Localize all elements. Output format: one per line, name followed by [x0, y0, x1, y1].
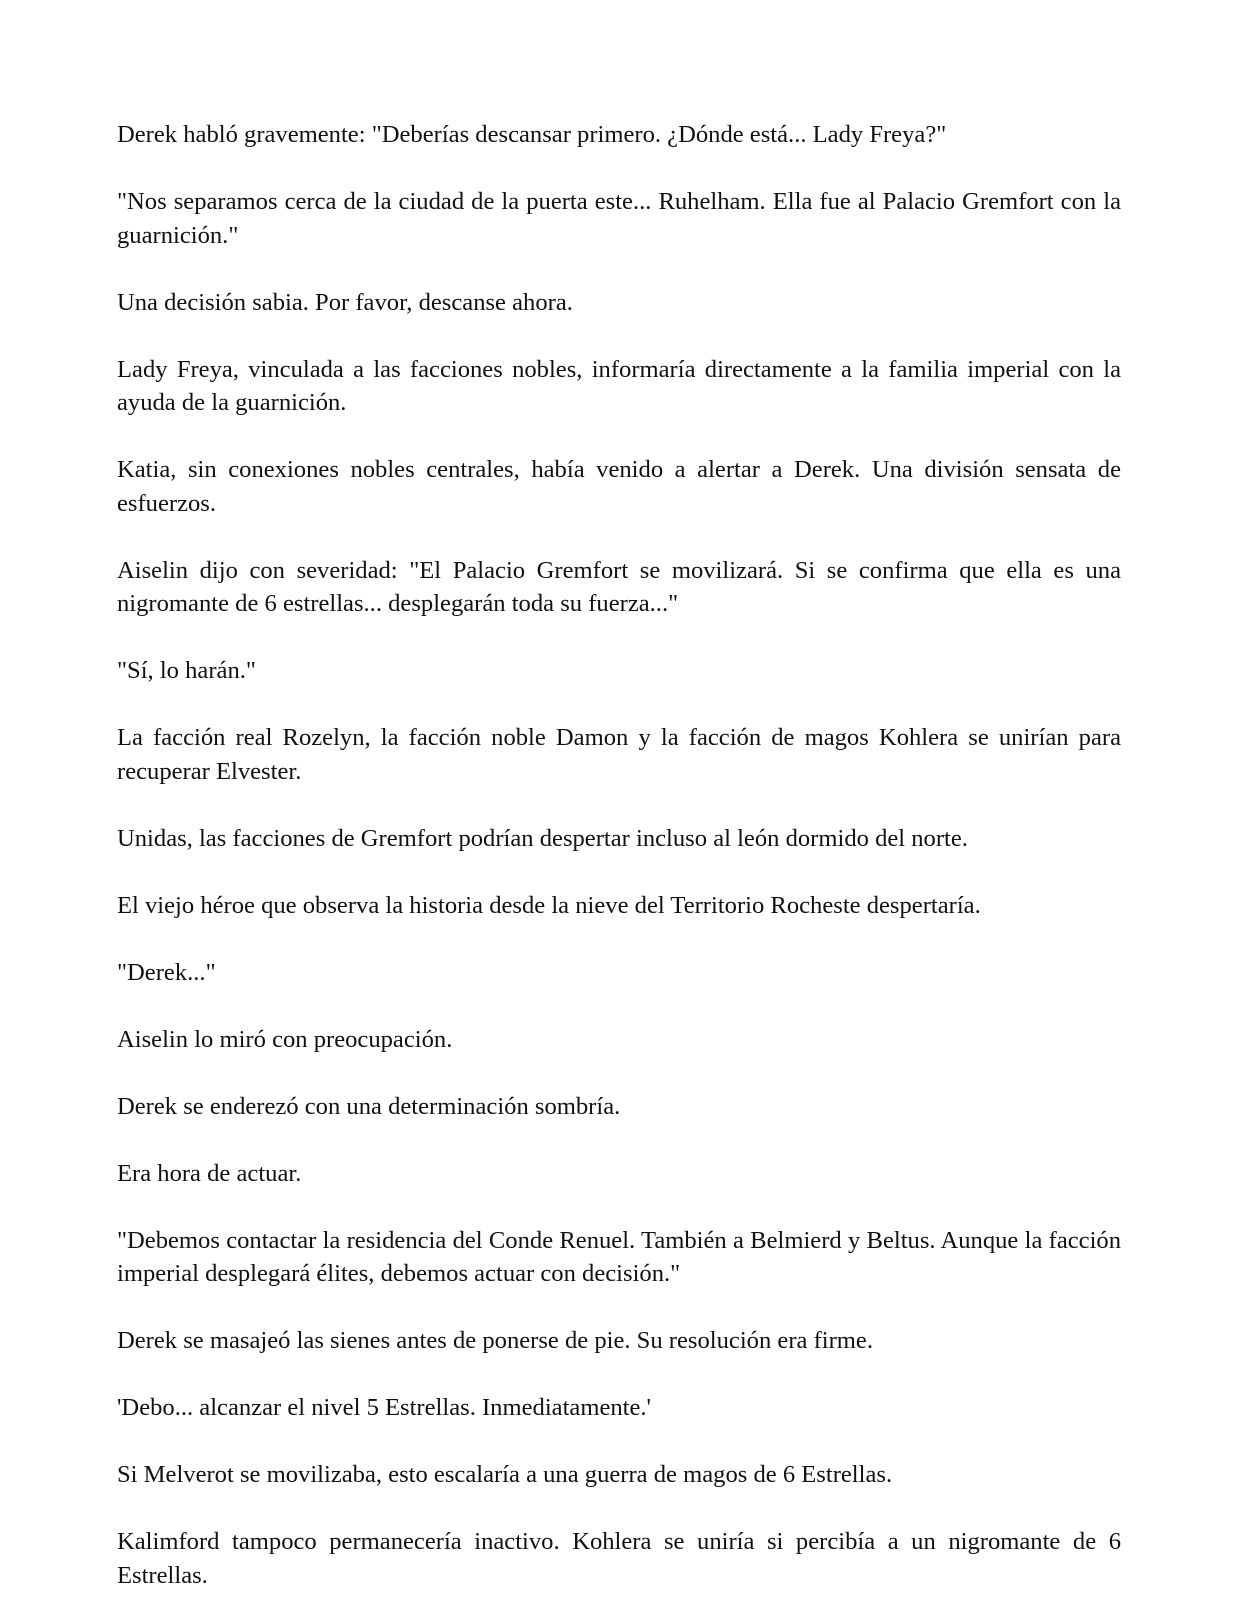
paragraph: Kalimford tampoco permanecería inactivo. Kohlera se uniría si percibía a un nigromante de 6 Estrellas. [117, 1528, 1121, 1589]
document-body [117, 118, 1121, 1592]
paragraph: La facción real Rozelyn, la facción noble Damon y la facción de magos Kohlera se unirían para recuperar Elvester. [117, 724, 1121, 785]
paragraph: "Nos separamos cerca de la ciudad de la puerta este... Ruhelham. Ella fue al Palacio Gremfort con la guarnición." [117, 188, 1121, 249]
paragraph: Derek se enderezó con una determinación sombría. [117, 1092, 621, 1120]
paragraph: Aiselin dijo con severidad: "El Palacio Gremfort se movilizará. Si se confirma que ella es una nigromante de 6 estrellas... desplegarán toda su fuerza..." [117, 556, 1121, 617]
paragraph: "Sí, lo harán." [117, 657, 256, 684]
paragraph: 'Debo... alcanzar el nivel 5 Estrellas. Inmediatamente.' [117, 1394, 651, 1421]
paragraph: Era hora de actuar. [117, 1159, 302, 1187]
paragraph: "Debemos contactar la residencia del Conde Renuel. También a Belmierd y Beltus. Aunque la facción imperial desplegará élites, debemos actuar con decisión." [117, 1226, 1121, 1287]
paragraph: Si Melverot se movilizaba, esto escalaría a una guerra de magos de 6 Estrellas. [117, 1461, 893, 1488]
paragraph: Derek habló gravemente: "Deberías descansar primero. ¿Dónde está... Lady Freya?" [117, 121, 947, 148]
paragraph: El viejo héroe que observa la historia desde la nieve del Territorio Rocheste despertaría. [117, 891, 981, 919]
paragraph: Aiselin lo miró con preocupación. [117, 1025, 453, 1053]
paragraph: Derek se masajeó las sienes antes de ponerse de pie. Su resolución era firme. [117, 1327, 873, 1354]
paragraph: Unidas, las facciones de Gremfort podrían despertar incluso al león dormido del norte. [117, 824, 968, 852]
paragraph: Katia, sin conexiones nobles centrales, había venido a alertar a Derek. Una división sensata de esfuerzos. [117, 456, 1121, 517]
paragraph: Una decisión sabia. Por favor, descanse ahora. [117, 288, 573, 316]
paragraph: "Derek..." [117, 958, 216, 986]
paragraph: Lady Freya, vinculada a las facciones nobles, informaría directamente a la familia imperial con la ayuda de la guarnición. [117, 355, 1121, 416]
